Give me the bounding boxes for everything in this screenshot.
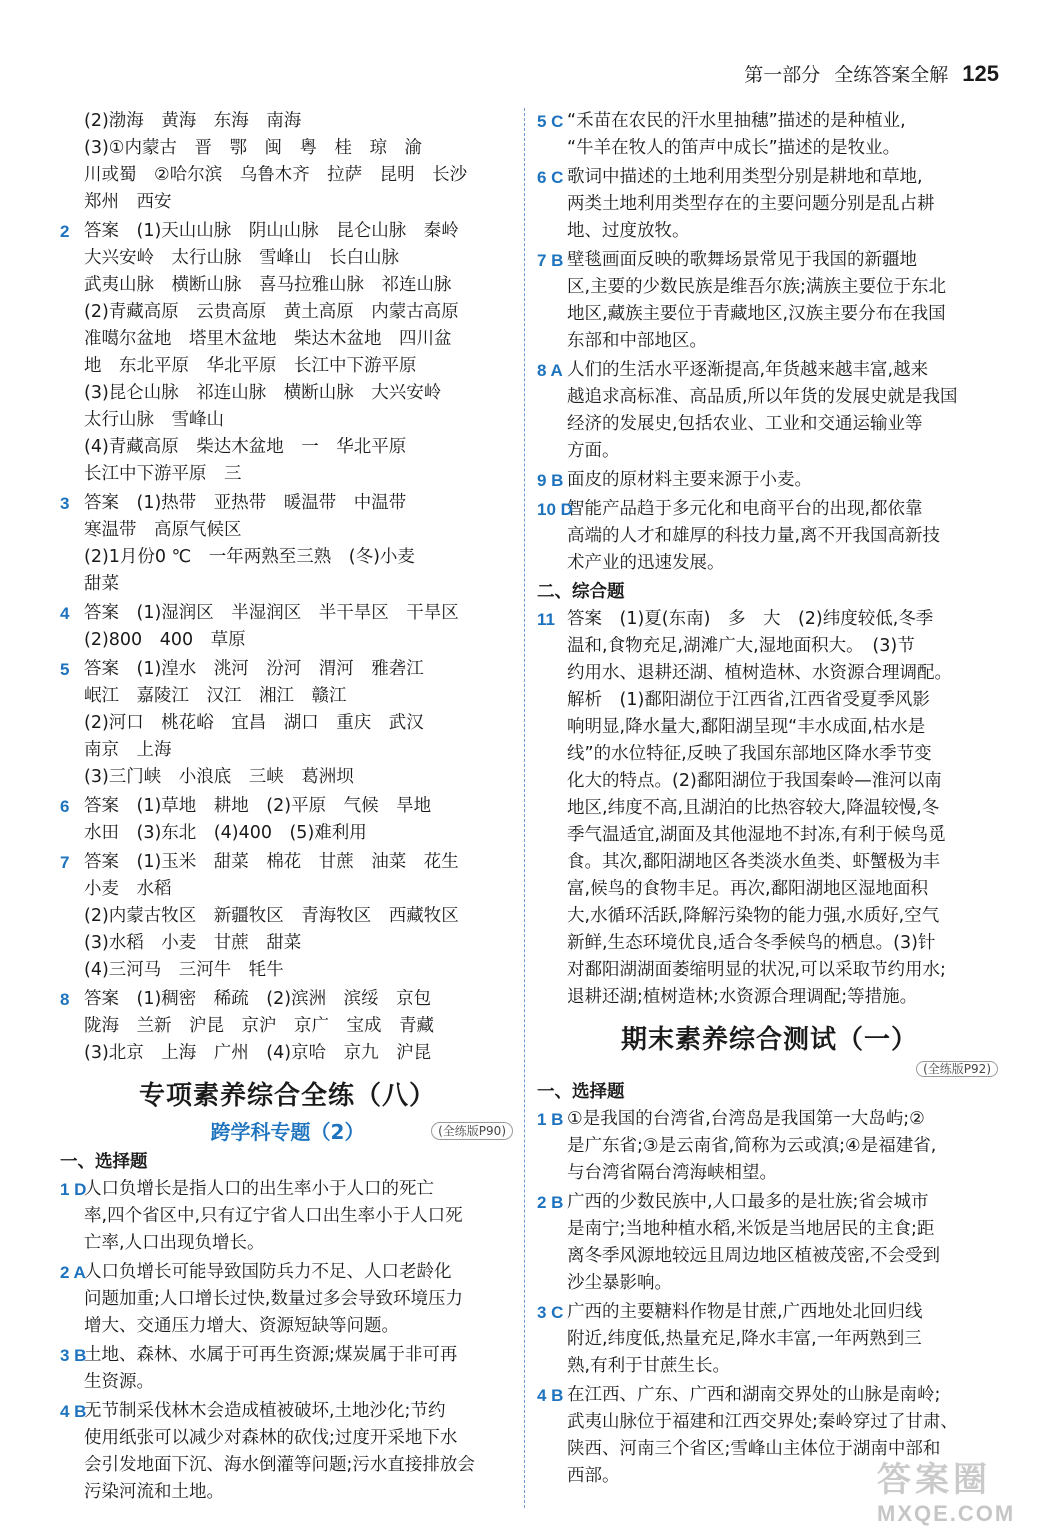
text-line: 答案 (1)稠密 稀疏 (2)滨洲 滨绥 京包 — [84, 989, 432, 1009]
text-line: (4)青藏高原 柴达木盆地 一 华北平原 — [84, 437, 407, 457]
text-line: 温和,食物充足,湖滩广大,湿地面积大。 (3)节 — [567, 636, 915, 656]
text-line: 广西的少数民族中,人口最多的是壮族;省会城市 — [567, 1192, 929, 1212]
text-line: (2)1月份0 ℃ 一年两熟至三熟 (冬)小麦 — [84, 547, 415, 567]
text-line: (2)青藏高原 云贵高原 黄土高原 内蒙古高原 — [84, 302, 459, 322]
page-number: 125 — [962, 61, 999, 86]
question-number: 4 B — [60, 1402, 87, 1421]
text-line: 智能产品趋于多元化和电商平台的出现,都依靠 — [567, 499, 923, 519]
text-line: 川或蜀 ②哈尔滨 乌鲁木齐 拉萨 昆明 长沙 — [84, 165, 468, 185]
text-line: 附近,纬度低,热量充足,降水丰富,一年两熟到三 — [567, 1329, 922, 1349]
text-line: 无节制采伐林木会造成植被破坏,土地沙化;节约 — [84, 1401, 446, 1421]
text-line: 歌词中描述的土地利用类型分别是耕地和草地, — [567, 167, 923, 187]
text-line: 两类土地利用类型存在的主要问题分别是乱占耕 — [567, 194, 935, 214]
text-line: (3)水稻 小麦 甘蔗 甜菜 — [84, 933, 302, 953]
text-line: (2)河口 桃花峪 宜昌 湖口 重庆 武汉 — [84, 713, 424, 733]
question-number: 4 — [60, 604, 70, 623]
question-item — [537, 1299, 1002, 1380]
section-subtitle: 跨学科专题（2） — [210, 1120, 365, 1144]
text-line: 增大、交通压力增大、资源短缺等问题。 — [84, 1316, 399, 1336]
question-item — [60, 1176, 515, 1257]
text-line: 越追求高标准、高品质,所以年货的发展史就是我国 — [567, 387, 958, 407]
text-line: 郑州 西安 — [84, 192, 172, 212]
subtitle-row — [60, 1116, 515, 1145]
text-line: 太行山脉 雪峰山 — [84, 410, 224, 430]
text-line: 南京 上海 — [84, 740, 172, 760]
question-number: 11 — [537, 610, 555, 629]
question-item — [537, 467, 1002, 494]
text-line: (2)800 400 草原 — [84, 630, 246, 650]
section-heading-comprehensive: 二、综合题 — [537, 582, 625, 602]
question-number: 5 C — [537, 112, 564, 131]
page-header — [744, 60, 999, 87]
question-item — [60, 1398, 515, 1506]
text-line: 武夷山脉 横断山脉 喜马拉雅山脉 祁连山脉 — [84, 275, 452, 295]
question-item — [60, 490, 515, 598]
right-column — [537, 108, 1002, 1492]
text-line: 在江西、广东、广西和湖南交界处的山脉是南岭; — [567, 1385, 941, 1405]
text-line: 问题加重;人口增长过快,数量过多会导致环境压力 — [84, 1289, 463, 1309]
text-line: 壁毯画面反映的歌舞场景常见于我国的新疆地 — [567, 250, 917, 270]
question-item — [537, 357, 1002, 465]
text-line: 污染河流和土地。 — [84, 1482, 224, 1502]
text-line: 对鄱阳湖湖面萎缩明显的状况,可以采取节约用水; — [567, 960, 946, 980]
question-item — [537, 247, 1002, 355]
question-number: 6 — [60, 797, 70, 816]
right-mc-list — [537, 108, 1002, 577]
header-section: 第一部分 — [744, 64, 821, 86]
column-divider — [524, 108, 525, 1508]
text-line: 新鲜,生态环境优良,适合冬季候鸟的栖息。(3)针 — [567, 933, 936, 953]
text-line: 岷江 嘉陵江 汉江 湘江 赣江 — [84, 686, 347, 706]
text-line: 熟,有利于甘蔗生长。 — [567, 1356, 731, 1376]
text-line: 区,主要的少数民族是维吾尔族;满族主要位于东北 — [567, 277, 946, 297]
question-item — [60, 218, 515, 488]
text-line: 水田 (3)东北 (4)400 (5)难利用 — [84, 823, 367, 843]
question-number: 6 C — [537, 168, 564, 187]
text-line: 高端的人才和雄厚的科技力量,离不开我国高新技 — [567, 526, 941, 546]
text-line: 亡率,人口出现负增长。 — [84, 1233, 265, 1253]
question-number: 7 — [60, 853, 70, 872]
question-number: 3 B — [60, 1346, 87, 1365]
text-line: 使用纸张可以减少对森林的砍伐;过度开采地下水 — [84, 1428, 458, 1448]
text-line: 地区,藏族主要位于青藏地区,汉族主要分布在我国 — [567, 304, 946, 324]
question-number: 4 B — [537, 1386, 564, 1405]
question-item — [537, 1189, 1002, 1297]
text-line: 人口负增长可能导致国防兵力不足、人口老龄化 — [84, 1262, 452, 1282]
text-line: 面皮的原材料主要来源于小麦。 — [567, 470, 812, 490]
left-answers — [60, 218, 515, 1067]
text-line: 食。其次,鄱阳湖地区各类淡水鱼类、虾蟹极为丰 — [567, 852, 941, 872]
text-line: 与台湾省隔台湾海峡相望。 — [567, 1163, 777, 1183]
text-line: (3)①内蒙古 晋 鄂 闽 粤 桂 琼 渝 — [84, 138, 422, 158]
text-line: 寒温带 高原气候区 — [84, 520, 242, 540]
text-line: (3)三门峡 小浪底 三峡 葛洲坝 — [84, 767, 354, 787]
text-line: 方面。 — [567, 441, 620, 461]
text-line: 陕西、河南三个省区;雪峰山主体位于湖南中部和 — [567, 1439, 941, 1459]
text-line: 富,候鸟的食物丰足。再次,鄱阳湖地区湿地面积 — [567, 879, 929, 899]
question-number: 3 — [60, 494, 70, 513]
question-item — [537, 1106, 1002, 1187]
text-line: 经济的发展史,包括农业、工业和交通运输业等 — [567, 414, 923, 434]
question-item — [537, 164, 1002, 245]
text-line: (2)内蒙古牧区 新疆牧区 青海牧区 西藏牧区 — [84, 906, 459, 926]
text-line: 人口负增长是指人口的出生率小于人口的死亡 — [84, 1179, 434, 1199]
text-line: (2)渤海 黄海 东海 南海 — [84, 111, 302, 131]
text-line: 术产业的迅速发展。 — [567, 553, 725, 573]
text-line: 东部和中部地区。 — [567, 331, 707, 351]
question-item — [60, 1342, 515, 1396]
text-line: 准噶尔盆地 塔里木盆地 柴达木盆地 四川盆 — [84, 329, 452, 349]
text-line: (4)三河马 三河牛 牦牛 — [84, 960, 284, 980]
text-line: 地区,纬度不高,且湖泊的比热容较大,降温较慢,冬 — [567, 798, 940, 818]
question-number: 1 D — [60, 1180, 87, 1199]
text-line: 约用水、退耕还湖、植树造林、水资源合理调配。 — [567, 663, 952, 683]
text-line: 退耕还湖;植树造林;水资源合理调配;等措施。 — [567, 987, 918, 1007]
text-line: 答案 (1)热带 亚热带 暖温带 中温带 — [84, 493, 407, 513]
question-number: 2 B — [537, 1193, 564, 1212]
question-number: 2 — [60, 222, 70, 241]
text-line: 率,四个省区中,只有辽宁省人口出生率小于人口死 — [84, 1206, 463, 1226]
left-mc-list — [60, 1176, 515, 1506]
watermark-bottom: MXQE.COM — [877, 1501, 1016, 1526]
question-number: 2 A — [60, 1263, 86, 1282]
question-item — [60, 849, 515, 984]
text-line: 答案 (1)湟水 洮河 汾河 渭河 雅砻江 — [84, 659, 424, 679]
question-item — [537, 496, 1002, 577]
reference-row — [537, 1058, 998, 1077]
section-title-final-test: 期末素养综合测试（一） — [620, 1025, 918, 1055]
text-line: 人们的生活水平逐渐提高,年货越来越丰富,越来 — [567, 360, 929, 380]
question-number: 3 C — [537, 1303, 564, 1322]
text-line: 解析 (1)鄱阳湖位于江西省,江西省受夏季风影 — [567, 690, 930, 710]
text-line: 沙尘暴影响。 — [567, 1273, 672, 1293]
header-subtitle: 全练答案全解 — [834, 64, 949, 86]
watermark-logo — [877, 1452, 1047, 1526]
question-item — [60, 1259, 515, 1340]
text-line: 答案 (1)夏(东南) 多 大 (2)纬度较低,冬季 — [567, 609, 934, 629]
question-number: 5 — [60, 660, 70, 679]
text-line: “牛羊在牧人的笛声中成长”描述的是牧业。 — [567, 138, 901, 158]
section-title-special: 专项素养综合全练（八） — [138, 1081, 436, 1111]
right-mc2-list — [537, 1106, 1002, 1490]
question-item — [60, 656, 515, 791]
text-line: 答案 (1)草地 耕地 (2)平原 气候 旱地 — [84, 796, 432, 816]
question-item — [60, 793, 515, 847]
text-line: 离冬季风源地较远且周边地区植被茂密,不会受到 — [567, 1246, 941, 1266]
text-line: 甜菜 — [84, 574, 119, 594]
left-column — [60, 108, 515, 1508]
text-line: 小麦 水稻 — [84, 879, 172, 899]
text-line: 长江中下游平原 三 — [84, 464, 242, 484]
text-line: 季气温适宜,湖面及其他湿地不封冻,有利于候鸟觅 — [567, 825, 946, 845]
text-line: 化大的特点。(2)鄱阳湖位于我国秦岭—淮河以南 — [567, 771, 942, 791]
text-line: 西部。 — [567, 1466, 620, 1486]
text-line: 大兴安岭 太行山脉 雪峰山 长白山脉 — [84, 248, 399, 268]
right-comp-list — [537, 606, 1002, 1011]
text-line: 大,水循环活跃,降解污染物的能力强,水质好,空气 — [567, 906, 940, 926]
text-line: 广西的主要糖料作物是甘蔗,广西地处北回归线 — [567, 1302, 923, 1322]
section-heading-choice: 一、选择题 — [537, 1082, 625, 1102]
text-line: 线”的水位特征,反映了我国东部地区降水季节变 — [567, 744, 932, 764]
text-line: 响明显,降水量大,鄱阳湖呈现“丰水成面,枯水是 — [567, 717, 926, 737]
text-line: 土地、森林、水属于可再生资源;煤炭属于非可再 — [84, 1345, 458, 1365]
text-line: 是广东省;③是云南省,简称为云或滇;④是福建省, — [567, 1136, 937, 1156]
text-line: 答案 (1)玉米 甜菜 棉花 甘蔗 油菜 花生 — [84, 852, 459, 872]
text-line: “禾苗在农民的汗水里抽穗”描述的是种植业, — [567, 111, 906, 131]
section-heading-choice: 一、选择题 — [60, 1152, 148, 1172]
question-item — [60, 600, 515, 654]
text-line: 武夷山脉位于福建和江西交界处;秦岭穿过了甘肃、 — [567, 1412, 958, 1432]
question-item — [60, 986, 515, 1067]
question-number: 1 B — [537, 1110, 564, 1129]
question-number: 7 B — [537, 251, 564, 270]
reference-badge: (全练版P90) — [431, 1122, 513, 1140]
question-number: 10 D — [537, 500, 573, 519]
text-line: 答案 (1)天山山脉 阴山山脉 昆仑山脉 秦岭 — [84, 221, 459, 241]
text-line: 是南宁;当地种植水稻,米饭是当地居民的主食;距 — [567, 1219, 935, 1239]
text-line: 会引发地面下沉、海水倒灌等问题;污水直接排放会 — [84, 1455, 475, 1475]
question-number: 9 B — [537, 471, 564, 490]
watermark-top: 答案圈 — [877, 1461, 991, 1499]
text-line: 地、过度放牧。 — [567, 221, 690, 241]
question-item — [537, 108, 1002, 162]
text-line: 答案 (1)湿润区 半湿润区 半干旱区 干旱区 — [84, 603, 459, 623]
text-line: 陇海 兰新 沪昆 京沪 京广 宝成 青藏 — [84, 1016, 434, 1036]
text-line: (3)北京 上海 广州 (4)京哈 京九 沪昆 — [84, 1043, 432, 1063]
reference-badge: (全练版P92) — [916, 1061, 998, 1077]
question-number: 8 A — [537, 361, 563, 380]
text-line: 地 东北平原 华北平原 长江中下游平原 — [84, 356, 417, 376]
question-number: 8 — [60, 990, 70, 1009]
answer-item-1-cont — [60, 108, 515, 216]
text-line: ①是我国的台湾省,台湾岛是我国第一大岛屿;② — [567, 1109, 925, 1129]
question-item — [537, 606, 1002, 1011]
text-line: (3)昆仑山脉 祁连山脉 横断山脉 大兴安岭 — [84, 383, 442, 403]
text-line: 生资源。 — [84, 1372, 154, 1392]
